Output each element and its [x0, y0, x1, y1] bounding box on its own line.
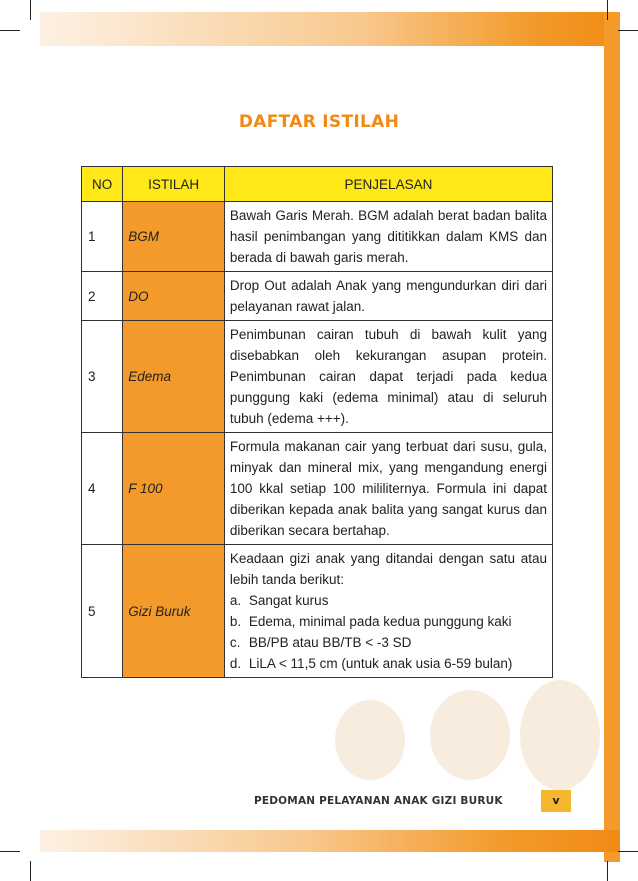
header-term: ISTILAH [123, 167, 225, 202]
list-marker: d. [229, 656, 242, 671]
row-number: 4 [82, 433, 123, 545]
list-marker: a. [229, 593, 242, 608]
crop-mark [607, 0, 608, 20]
crop-mark [618, 851, 638, 852]
row-number: 1 [82, 202, 123, 272]
crop-mark [618, 30, 638, 31]
list-item-text: LiLA < 11,5 cm (untuk anak usia 6-59 bulan) [248, 656, 513, 671]
list-item [230, 653, 547, 674]
bottom-decorative-band [40, 830, 620, 852]
row-description [224, 545, 552, 678]
watermark-figure [430, 690, 510, 780]
header-description: PENJELASAN [224, 167, 552, 202]
list-marker: b. [229, 614, 242, 629]
header-no: NO [82, 167, 123, 202]
row-term: Edema [123, 321, 225, 433]
row-term: DO [123, 272, 225, 321]
list-item-text: BB/PB atau BB/TB < -3 SD [248, 635, 412, 650]
row-number: 5 [82, 545, 123, 678]
row-description: Formula makanan cair yang terbuat dari susu, gula, minyak dan mineral mix, yang mengandung energi 100 kkal setiap 100 mililiternya. Formula ini dapat diberikan kepada anak balita yang sangat kurus dan diberikan secara bertahap. [224, 433, 552, 545]
table-row [82, 433, 553, 545]
list-item [230, 632, 547, 653]
row-description: Penimbunan cairan tubuh di bawah kulit yang disebabkan oleh kekurangan asupan protein. Penimbunan cairan dapat terjadi pada kedua punggung kaki (edema minimal) atau di seluruh tubuh (edema +++). [224, 321, 552, 433]
table-row [82, 321, 553, 433]
page-number: v [541, 790, 571, 812]
list-item-text: Sangat kurus [248, 593, 329, 608]
row-term: F 100 [123, 433, 225, 545]
row-number: 3 [82, 321, 123, 433]
crop-mark [0, 30, 20, 31]
watermark-figure [335, 700, 405, 780]
list-item [230, 590, 547, 611]
criteria-list [230, 590, 547, 674]
watermark-figure [520, 680, 600, 790]
row-number: 2 [82, 272, 123, 321]
table-row [82, 545, 553, 678]
crop-mark [607, 861, 608, 881]
top-decorative-band [40, 12, 620, 46]
list-item [230, 611, 547, 632]
table-row [82, 202, 553, 272]
right-decorative-bar [604, 12, 620, 862]
crop-mark [30, 0, 31, 20]
bottom-white-strip [40, 818, 604, 830]
row-term: BGM [123, 202, 225, 272]
row-description: Drop Out adalah Anak yang mengundurkan diri dari pelayanan rawat jalan. [224, 272, 552, 321]
running-footer-title: PEDOMAN PELAYANAN ANAK GIZI BURUK [254, 795, 503, 807]
crop-mark [0, 851, 20, 852]
table-row [82, 272, 553, 321]
glossary-table [81, 166, 553, 678]
list-marker: c. [229, 635, 241, 650]
crop-mark [30, 861, 31, 881]
row-description-intro: Keadaan gizi anak yang ditandai dengan satu atau lebih tanda berikut: [229, 551, 547, 587]
list-item-text: Edema, minimal pada kedua punggung kaki [248, 614, 512, 629]
page-title: DAFTAR ISTILAH [238, 112, 400, 132]
row-term: Gizi Buruk [123, 545, 225, 678]
row-description: Bawah Garis Merah. BGM adalah berat badan balita hasil penimbangan yang dititikkan dalam KMS dan berada di bawah garis merah. [224, 202, 552, 272]
table-header-row [82, 167, 553, 202]
